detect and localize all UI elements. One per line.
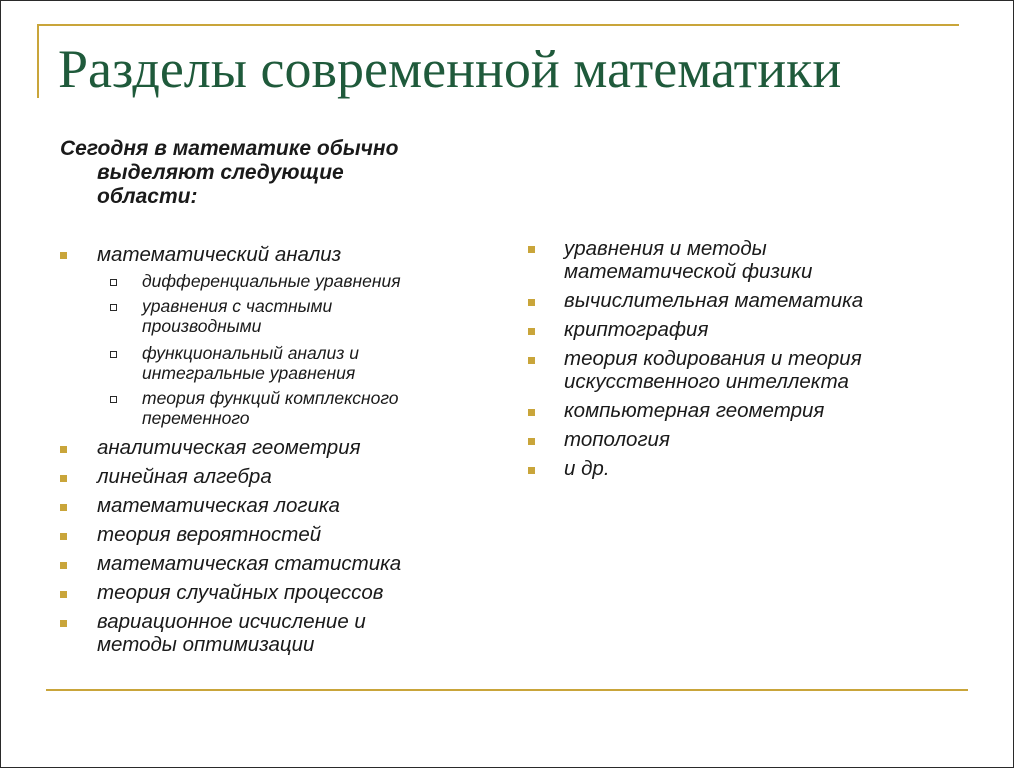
list-item: [564, 237, 812, 283]
square-bullet-icon: [60, 252, 67, 259]
hollow-square-bullet-icon: [110, 351, 117, 358]
intro-line: области:: [97, 185, 198, 208]
list-item: аналитическая геометрия: [97, 436, 361, 459]
intro-text: [60, 137, 460, 209]
hollow-square-bullet-icon: [110, 396, 117, 403]
square-bullet-icon: [60, 562, 67, 569]
square-bullet-icon: [60, 620, 67, 627]
bottom-rule: [46, 689, 968, 691]
square-bullet-icon: [528, 467, 535, 474]
list-item: теория случайных процессов: [97, 581, 384, 604]
sub-list-item: [142, 296, 332, 336]
title-rule-vertical: [37, 24, 39, 98]
list-item: вычислительная математика: [564, 289, 864, 312]
sub-item-line: производными: [142, 316, 262, 336]
square-bullet-icon: [528, 357, 535, 364]
square-bullet-icon: [60, 533, 67, 540]
list-item: и др.: [564, 457, 610, 480]
list-item: линейная алгебра: [97, 465, 272, 488]
list-item: [97, 610, 366, 656]
square-bullet-icon: [528, 299, 535, 306]
list-item: топология: [564, 428, 670, 451]
hollow-square-bullet-icon: [110, 279, 117, 286]
sub-item-line: переменного: [142, 408, 250, 428]
sub-item-line: теория функций комплексного: [142, 388, 399, 408]
list-item: теория вероятностей: [97, 523, 322, 546]
sub-list-item: [142, 271, 401, 291]
square-bullet-icon: [528, 409, 535, 416]
square-bullet-icon: [60, 591, 67, 598]
list-item: математическая статистика: [97, 552, 402, 575]
square-bullet-icon: [60, 446, 67, 453]
square-bullet-icon: [60, 475, 67, 482]
list-item-line: математической физики: [564, 260, 813, 283]
list-item-line: вариационное исчисление и: [97, 610, 366, 633]
square-bullet-icon: [528, 438, 535, 445]
sub-list-item: [142, 388, 399, 428]
list-item-line: методы оптимизации: [97, 633, 315, 656]
list-item-main-analysis: математический анализ: [97, 243, 342, 266]
slide-title: Разделы современной математики: [58, 39, 842, 99]
sub-item-line: уравнения с частными: [142, 296, 333, 316]
list-item: компьютерная геометрия: [564, 399, 825, 422]
square-bullet-icon: [528, 328, 535, 335]
hollow-square-bullet-icon: [110, 304, 117, 311]
sub-item-line: интегральные уравнения: [142, 363, 356, 383]
list-item: [564, 347, 862, 393]
square-bullet-icon: [60, 504, 67, 511]
list-item-line: уравнения и методы: [564, 237, 767, 260]
list-item: математическая логика: [97, 494, 340, 517]
square-bullet-icon: [528, 246, 535, 253]
intro-line: Сегодня в математике обычно: [60, 137, 399, 160]
sub-item-line: функциональный анализ и: [142, 343, 359, 363]
intro-line: выделяют следующие: [97, 161, 344, 184]
sub-list-item: [142, 343, 359, 383]
sub-item-line: дифференциальные уравнения: [142, 271, 401, 291]
list-item-line: теория кодирования и теория: [564, 347, 862, 370]
title-rule-horizontal: [37, 24, 959, 26]
list-item: криптография: [564, 318, 709, 341]
list-item-line: искусственного интеллекта: [564, 370, 849, 393]
